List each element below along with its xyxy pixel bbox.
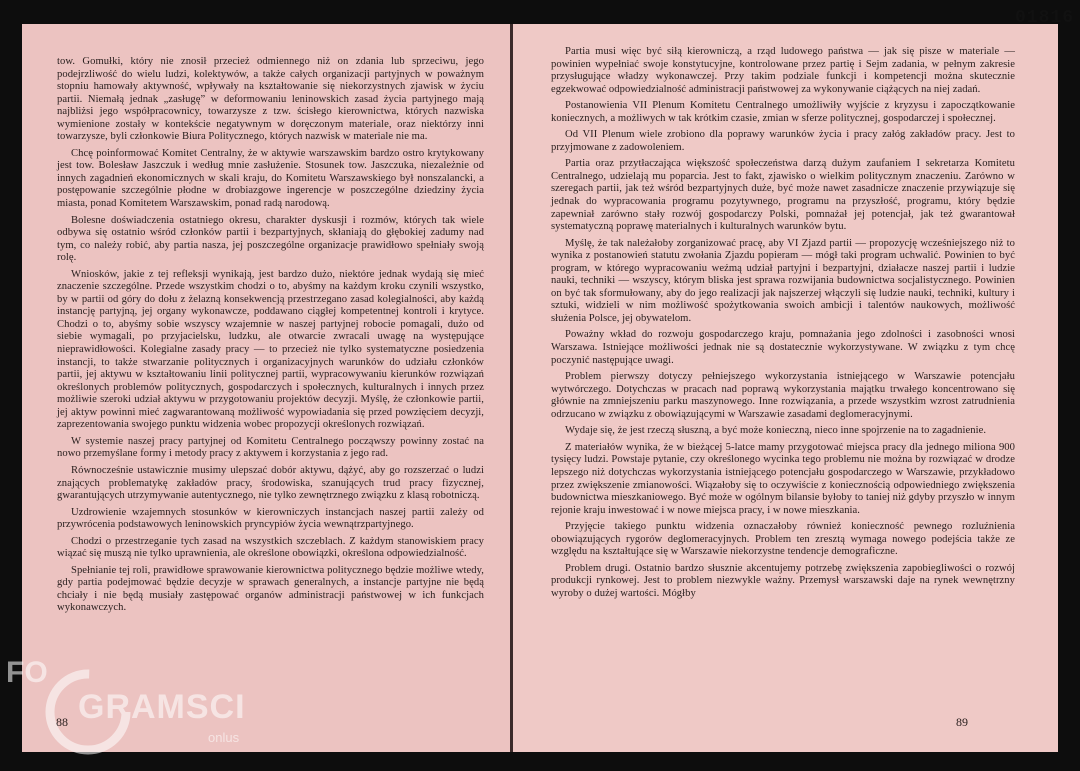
paragraph: Poważny wkład do rozwoju gospodarczego kraju, pomnażania jego zdolności i zasobności wnosi Warszawa. Istniejące możliwości jednak nie są dostatecznie wykorzystywane. W związku z tym chcę poczynić następujące uwagi. bbox=[551, 329, 1015, 366]
right-page-text bbox=[551, 46, 1015, 604]
paragraph: Spełnianie tej roli, prawidłowe sprawowanie kierownictwa politycznego będzie możliwe wtedy, gdy partia podejmować będzie decyzje w sprawach generalnych, a instancje partyjne nie będą chciały i nie będą musiały zastępować organów administracji państwowej w ich funkcjach wykonawczych. bbox=[57, 564, 484, 614]
paragraph: tow. Gomułki, który nie znosił przecież odmiennego niż on zdania lub sprzeciwu, jego podejrzliwość do wielu ludzi, kolektywów, a także całych organizacji partyjnych w poważnym stopniu hamowały aktywność, wpływały na kształtowanie się niekorzystnych zjawisk w życiu partii. Niemałą jednak „zasługę” w deformowaniu leninowskich zasad życia partyjnego mają najbliżsi jego współpracownicy, towarzysze z tzw. ścisłego kierownictwa, których nazwiska wymienione zostały w kontekście negatywnym w doręczonym materiale, oraz niektórzy inni towarzysze, byli członkowie Biura Politycznego, których nazwisk w materiale nie ma. bbox=[57, 56, 484, 143]
page-number-right: 89 bbox=[956, 715, 968, 729]
watermark-text-gramsci: GRAMSCI bbox=[78, 688, 246, 726]
left-page bbox=[22, 24, 511, 752]
paragraph: Od VII Plenum wiele zrobiono dla poprawy warunków życia i pracy załóg zakładów pracy. Jest to przyjmowane z zadowoleniem. bbox=[551, 129, 1015, 153]
paragraph: Bolesne doświadczenia ostatniego okresu, charakter dyskusji i rozmów, których tak wiele odbywa się ostatnio wśród członków partii i bezpartyjnych, skłaniają do głębokiej zadumy nad tym, co należy robić, aby partia nasza, jej poszczególne organizacje prawidłowo spełniały swoją rolę. bbox=[57, 214, 484, 264]
paragraph: Uzdrowienie wzajemnych stosunków w kierowniczych instancjach naszej partii zależy od przywrócenia podstawowych leninowskich pryncypiów życia wewnątrzpartyjnego. bbox=[57, 506, 484, 531]
paragraph: Chodzi o przestrzeganie tych zasad na wszystkich szczeblach. Z każdym stanowiskiem pracy wiązać się muszą nie tylko uprawnienia, ale określone obowiązki, określona odpowiedzialność. bbox=[57, 535, 484, 560]
watermark-text-fo: FO bbox=[6, 656, 48, 689]
right-page bbox=[513, 24, 1058, 752]
paragraph: Wydaje się, że jest rzeczą słuszną, a być może konieczną, nieco inne spojrzenie na to zagadnienie. bbox=[565, 425, 987, 437]
paragraph: W systemie naszej pracy partyjnej od Komitetu Centralnego począwszy powinny zostać na nowo przemyślane formy i metody pracy z aktywem i korzystania z jego rad. bbox=[57, 435, 484, 460]
watermark-text-onlus: onlus bbox=[208, 730, 240, 745]
archive-id-stamp: 01816 bbox=[1014, 8, 1074, 28]
paragraph: Równocześnie ustawicznie musimy ulepszać dobór aktywu, dążyć, aby go rozszerzać o ludzi znających problematykę zakładów pracy, środowiska, szanujących trud pracy fizycznej, gwarantujących utrzymywanie autentycznego, nie tylko zewnętrznego związku z klasą robotniczą. bbox=[57, 464, 484, 502]
paragraph: Postanowienia VII Plenum Komitetu Centralnego umożliwiły wyjście z kryzysu i zapoczątkowanie koniecznych, a możliwych w tak krótkim czasie, zmian w sferze politycznej, gospodarczej i społecznej. bbox=[551, 100, 1015, 124]
paragraph: Przyjęcie takiego punktu widzenia oznaczałoby również konieczność pewnego rozluźnienia obowiązujących rygorów deglomeracyjnych. Problem ten zresztą wymaga nowego podejścia także ze względu na kształtujące się w Warszawie niekorzystne tendencje demograficzne. bbox=[551, 521, 1015, 558]
left-page-text bbox=[57, 56, 484, 619]
paragraph: Partia musi więc być siłą kierowniczą, a rząd ludowego państwa — jak się pisze w materiale — powinien wypełniać swoje konstytucyjne, kontrolowane przez partię i Sejm zadania, w pełnym zakresie przysługujące władzy wykonawczej. Przy takim podziale funkcji i kompetencji można skutecznie egzekwować odpowiedzialność administracji państwowej za wykonywanie ciążących na niej zadań. bbox=[551, 46, 1015, 95]
paragraph: Partia oraz przytłaczająca większość społeczeństwa darzą dużym zaufaniem I sekretarza Komitetu Centralnego, udzielają mu poparcia. Jest to fakt, zjawisko o wielkim politycznym znaczeniu. Zarówno w szeregach partii, jak też wśród bezpartyjnych duże, być może nawet zasadnicze znaczenie przywiązuje się jednak do wypracowania programu pozytywnego, programu na przyszłość, programu, który będzie zapewniał zarówno stały rozwój gospodarczy Polski, pomnażał jej potencjał, jak też gwarantował systematyczną poprawę materialnych i kulturalnych warunków bytu. bbox=[551, 158, 1015, 233]
paragraph: Problem pierwszy dotyczy pełniejszego wykorzystania istniejącego w Warszawie potencjału wytwórczego. Dotychczas w pracach nad poprawą wykorzystania majątku trwałego koncentrowano się głównie na zmniejszeniu parku maszynowego. Inne rozwiązania, a przede wszystkim wzrost zatrudnienia odrzucano w związku z obowiązującymi w Warszawie zasadami deglomeracyjnymi. bbox=[551, 371, 1015, 420]
page-number-left: 88 bbox=[56, 715, 68, 729]
paragraph: Problem drugi. Ostatnio bardzo słusznie akcentujemy potrzebę zwiększenia zapobiegliwości o rozwój produkcji rynkowej. Jest to problem niezwykle ważny. Przemysł warszawski daje na rynek wewnętrzny wyroby o dużej wartości. Mógłby bbox=[551, 562, 1015, 599]
paragraph: Myślę, że tak należałoby zorganizować pracę, aby VI Zjazd partii — propozycję wcześniejszego niż to wynika z postanowień statutu zwołania Zjazdu popieram — mógł taki program uchwalić. Powinien to być program, w którego wypracowaniu weźmą udział partyjni i bezpartyjni, działacze naszej partii i ludzie nauki, techniki — wszyscy, którym bliska jest sprawa rozwijania budownictwa socjalistycznego. Powinien on być tak sformułowany, aby do jego realizacji jak najszerzej włączyli się ludzie nauki, techniki, kultury i sztuki, widzieli w nim możliwość spożytkowania swoich ambicji i talentów naukowych, możliwość służenia Polsce, jej obywatelom. bbox=[551, 237, 1015, 324]
paragraph: Wniosków, jakie z tej refleksji wynikają, jest bardzo dużo, niektóre jednak wydają się mieć znaczenie szczególne. Przede wszystkim chodzi o to, abyśmy na każdym kroku czynili wszystko, by w partii od góry do dołu z żelazną konsekwencją przestrzegano zasad kolegialności, aby każdą instancję partyjną, jej organy wykonawcze, poddawano ciągłej kompetentnej kontroli i krytyce. Chodzi o to, abyśmy sobie wszyscy wzajemnie w naszej partyjnej robocie pomagali, dużo od siebie wymagali, po przyjacielsku, ludzku, ale otwarcie zwracali uwagę na występujące nieprawidłowości. Kolegialne zasady pracy — to przecież nie tylko systematyczne posiedzenia instancji, to także stwarzanie politycznych i organizacyjnych warunków do udziału członków partii, jej aktywu w kształtowaniu linii politycznej partii, wypracowywaniu kierunków rozwiązań określonych problemów politycznych, gospodarczych i społecznych, kulturalnych i innych przez możliwie szeroki udział aktywu w przygotowaniu projektów decyzji. Myślę, że członkowie partii, jej aktyw powinni mieć zagwarantowaną możliwość wypowiadania się przed powzięciem decyzji, zaprezentowania swojego punktu widzenia wobec propozycji określonych rozwiązań. bbox=[57, 268, 484, 431]
paragraph: Z materiałów wynika, że w bieżącej 5-latce mamy przygotować miejsca pracy dla jednego miliona 900 tysięcy ludzi. Powstaje pytanie, czy określonego wycinka tego problemu nie można by rozwiązać w drodze lepszego niż dotychczas wykorzystania istniejącego potencjału gospodarczego w Warszawie, przykładowo przez zwiększenie zmianowości. Wiązałoby się to oczywiście z koniecznością odpowiedniego zwiększenia budownictwa mieszkaniowego. Być może w ogólnym bilansie byłoby to taniej niż gdyby przyszło w innym rejonie kraju inwestować i w nowe miejsca pracy, i w nowe mieszkania. bbox=[551, 441, 1015, 516]
paragraph: Chcę poinformować Komitet Centralny, że w aktywie warszawskim bardzo ostro krytykowany jest tow. Bolesław Jaszczuk i według mnie zasłużenie. Stosunek tow. Jaszczuka, niezależnie od innych zagadnień ekonomicznych w skali kraju, do Komitetu Warszawskiego był nonszalancki, a postępowanie szczególnie płodne w drobiazgowe ingerencje w poszczególne dziedziny życia miasta, ponad Komitetem Warszawskim, ponad radą narodową. bbox=[57, 147, 484, 210]
